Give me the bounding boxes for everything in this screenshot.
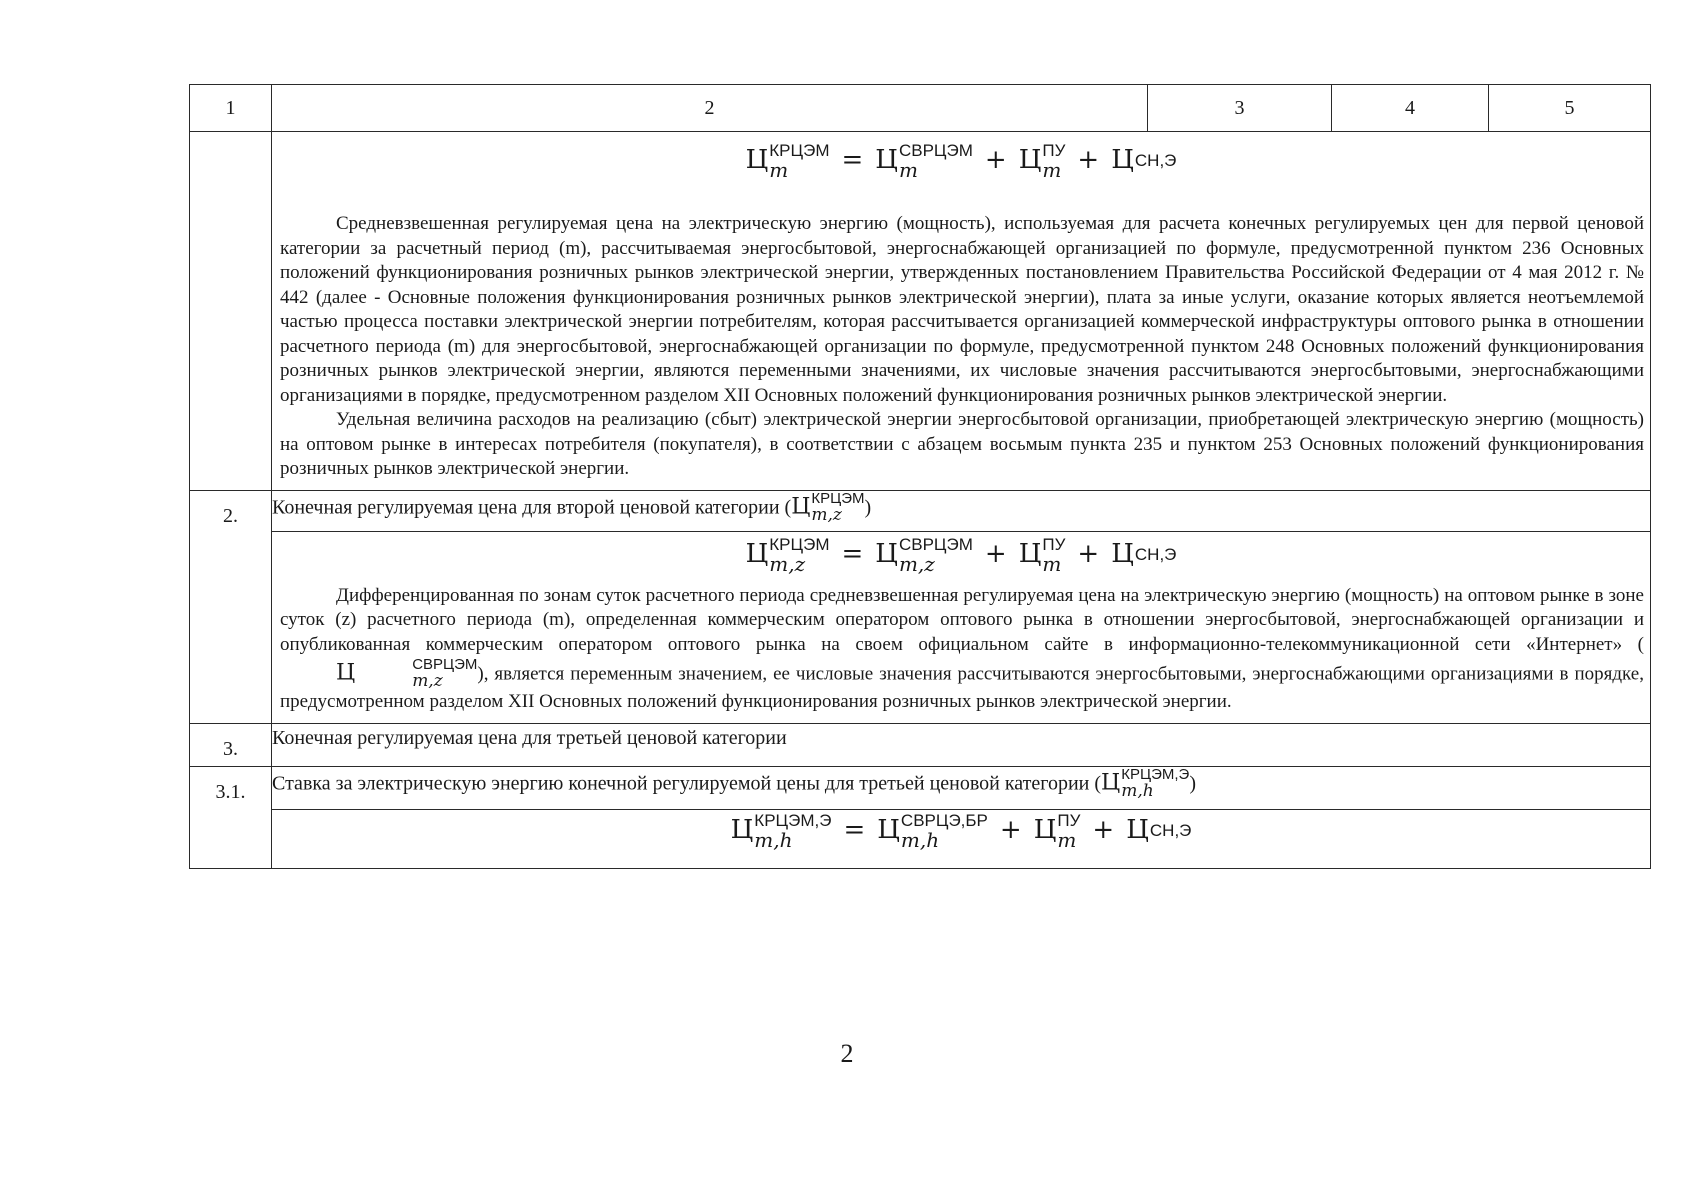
column-header: 3	[1148, 85, 1332, 132]
inline-symbol: Ц КРЦЭМ m,z	[791, 489, 865, 525]
row-title: Конечная регулируемая цена для третьей ценовой категории	[272, 723, 1651, 766]
formula-symbol: Ц ПУ m	[1018, 534, 1066, 576]
formula-symbol: Ц ПУ m	[1033, 810, 1081, 852]
formula-symbol: Ц КРЦЭМ m,z	[745, 534, 830, 576]
formula-symbol: Ц СН,Э	[1111, 538, 1177, 569]
paragraph: Средневзвешенная регулируемая цена на электрическую энергию (мощность), используемая для расчета конечных регулируемых цен для первой ценовой категории за расчетный период (m), рассчитываемая энергосбытовой, энергоснабжающей организацией по формуле, предусмотренной пунктом 236 Основных положений функционирования розничных рынков электрической энергии, утвержденных постановлением Правительства Российской Федерации от 4 мая 2012 г. № 442 (далее - Основные положения функционирования розничных рынков электрической энергии), плата за иные услуги, оказание которых является неотъемлемой частью процесса поставки электрической энергии потребителям, которая рассчитывается организацией коммерческой инфраструктуры оптового рынка в отношении расчетного периода (m) для энергосбытовой, энергоснабжающей организации по формуле, предусмотренной пунктом 248 Основных положений функционирования розничных рынков электрической энергии, являются переменными значениями, их числовые значения рассчитываются энергосбытовыми, энергоснабжающими организациями в порядке, предусмотренном разделом XII Основных положений функционирования розничных рынков электрической энергии.	[280, 213, 1644, 406]
paragraph: Удельная величина расходов на реализацию (сбыт) электрической энергии энергосбытовой организации, приобретающей электрическую энергию (мощность) на оптовом рынке в интересах потребителя (покупателя), в соответствии с абзацем восьмым пункта 235 и пунктом 253 Основных положений функционирования розничных рынков электрической энергии.	[280, 409, 1644, 479]
table-row	[190, 490, 1651, 531]
column-header: 4	[1332, 85, 1489, 132]
paragraph: Дифференцированная по зонам суток расчетного периода средневзвешенная регулируемая цена на электрическую энергию (мощность) на оптовом рынке в зоне суток (z) расчетного периода (m), определенная коммерческим оператором оптового рынка в отношении энергосбытовой, энергоснабжающей организации и опубликованная коммерческим оператором оптового рынка на своем официальном сайте в информационно-телекоммуникационной сети «Интернет» (Ц СВРЦЭМ m,z ), является переменным значением, ее числовые значения рассчитываются энергосбытовыми, энергоснабжающими организациями в порядке, предусмотренном разделом XII Основных положений функционирования розничных рынков электрической энергии.	[280, 584, 1644, 712]
table-row	[190, 723, 1651, 766]
row-title: Конечная регулируемая цена для второй ценовой категории (Ц КРЦЭМ m,z )	[272, 490, 1651, 531]
table-row	[190, 809, 1651, 868]
formula-symbol: Ц КРЦЭМ m	[745, 141, 830, 182]
formula-symbol: Ц СН,Э	[1111, 145, 1177, 175]
row-number: 3.1.	[190, 766, 272, 868]
table-row	[190, 531, 1651, 723]
table-row	[190, 766, 1651, 809]
formula-symbol: Ц СВРЦЭМ m,z	[875, 534, 973, 576]
description-cell	[272, 132, 1651, 491]
page-number: 2	[840, 1039, 854, 1068]
row-number-cell	[190, 132, 272, 491]
row-number: 2.	[190, 490, 272, 723]
inline-symbol: Ц СВРЦЭМ m,z	[336, 656, 478, 691]
table-row	[190, 132, 1651, 491]
column-header: 2	[272, 85, 1148, 132]
formula-symbol: Ц КРЦЭМ,Э m,h	[730, 810, 832, 852]
explanation-text	[272, 584, 1650, 723]
formula-krcem-e: Ц КРЦЭМ,Э m,h = Ц СВРЦЭ,БР m,h + Ц ПУ m + Ц СН,Э	[730, 810, 1192, 852]
inline-symbol: Ц КРЦЭМ,Э m,h	[1101, 765, 1190, 801]
tariff-table	[189, 84, 1651, 869]
formula-symbol: Ц ПУ m	[1018, 141, 1066, 182]
column-header-row	[190, 85, 1651, 132]
explanation-text	[272, 212, 1650, 490]
row-title: Ставка за электрическую энергию конечной регулируемой цены для третьей ценовой категории (Ц КРЦЭМ,Э m,h )	[272, 766, 1651, 809]
formula-symbol: Ц СН,Э	[1126, 814, 1192, 845]
formula-krcem-z: Ц КРЦЭМ m,z = Ц СВРЦЭМ m,z + Ц ПУ m + Ц СН,Э	[745, 534, 1177, 576]
column-header: 1	[190, 85, 272, 132]
formula-symbol: Ц СВРЦЭМ m	[875, 141, 973, 182]
formula-krcem: Ц КРЦЭМ m = Ц СВРЦЭМ m + Ц ПУ m + Ц СН,Э	[745, 141, 1177, 182]
column-header: 5	[1489, 85, 1651, 132]
row-number: 3.	[190, 723, 272, 766]
description-cell	[272, 809, 1651, 868]
description-cell	[272, 531, 1651, 723]
formula-symbol: Ц СВРЦЭ,БР m,h	[877, 810, 988, 852]
